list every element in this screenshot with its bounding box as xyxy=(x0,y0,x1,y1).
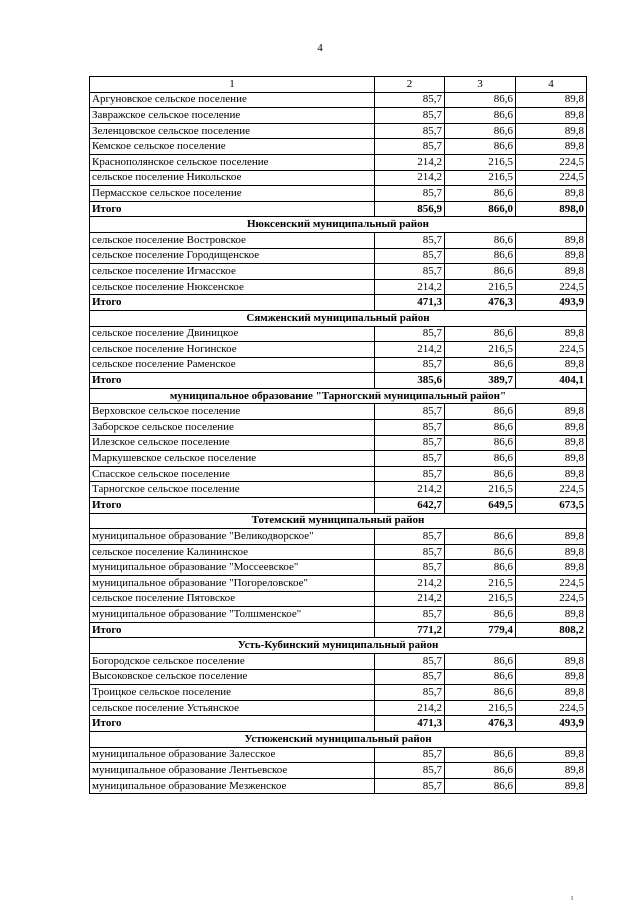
value-col2-cell: 85,7 xyxy=(375,186,445,202)
table-row xyxy=(90,123,587,139)
settlement-name-cell: сельское поселение Калининское xyxy=(90,544,375,560)
value-col2-cell: 85,7 xyxy=(375,747,445,763)
table-row xyxy=(90,248,587,264)
value-col3-cell: 216,5 xyxy=(445,576,516,592)
settlement-name-cell: Троицкое сельское поселение xyxy=(90,685,375,701)
value-col2-cell: 214,2 xyxy=(375,591,445,607)
value-col2-cell: 85,7 xyxy=(375,92,445,108)
value-col2-cell: 214,2 xyxy=(375,342,445,358)
value-col4-cell: 224,5 xyxy=(516,342,587,358)
value-col2-cell: 85,7 xyxy=(375,123,445,139)
value-col2-cell: 85,7 xyxy=(375,108,445,124)
table-row xyxy=(90,154,587,170)
table-row xyxy=(90,326,587,342)
settlement-name-cell: Аргуновское сельское поселение xyxy=(90,92,375,108)
settlement-name-cell: муниципальное образование Мезженское xyxy=(90,778,375,794)
settlement-name-cell: Краснополянское сельское поселение xyxy=(90,154,375,170)
value-col2-cell: 856,9 xyxy=(375,201,445,217)
settlement-name-cell: сельское поселение Нюксенское xyxy=(90,279,375,295)
settlement-name-cell: сельское поселение Раменское xyxy=(90,357,375,373)
value-col3-cell: 86,6 xyxy=(445,747,516,763)
value-col4-cell: 493,9 xyxy=(516,716,587,732)
table-row xyxy=(90,170,587,186)
value-col3-cell: 216,5 xyxy=(445,154,516,170)
table-row xyxy=(90,607,587,623)
value-col4-cell: 89,8 xyxy=(516,248,587,264)
value-col3-cell: 216,5 xyxy=(445,279,516,295)
value-col3-cell: 86,6 xyxy=(445,763,516,779)
table-row xyxy=(90,700,587,716)
settlement-name-cell: сельское поселение Городищенское xyxy=(90,248,375,264)
value-col3-cell: 476,3 xyxy=(445,716,516,732)
value-col2-cell: 85,7 xyxy=(375,404,445,420)
value-col3-cell: 86,6 xyxy=(445,357,516,373)
settlement-name-cell: сельское поселение Двиницкое xyxy=(90,326,375,342)
value-col4-cell: 89,8 xyxy=(516,186,587,202)
value-col3-cell: 86,6 xyxy=(445,404,516,420)
value-col2-cell: 85,7 xyxy=(375,248,445,264)
district-title: Сямженский муниципальный район xyxy=(90,310,587,326)
value-col4-cell: 89,8 xyxy=(516,685,587,701)
settlement-name-cell: Заборское сельское поселение xyxy=(90,420,375,436)
value-col3-cell: 649,5 xyxy=(445,498,516,514)
table-row xyxy=(90,357,587,373)
value-col3-cell: 86,6 xyxy=(445,123,516,139)
value-col2-cell: 85,7 xyxy=(375,669,445,685)
column-header: 1 xyxy=(90,77,375,93)
value-col2-cell: 85,7 xyxy=(375,763,445,779)
value-col2-cell: 85,7 xyxy=(375,435,445,451)
settlement-name-cell: муниципальное образование "Моссеевское" xyxy=(90,560,375,576)
value-col4-cell: 89,8 xyxy=(516,747,587,763)
value-col4-cell: 89,8 xyxy=(516,669,587,685)
value-col2-cell: 85,7 xyxy=(375,357,445,373)
value-col4-cell: 89,8 xyxy=(516,326,587,342)
value-col2-cell: 214,2 xyxy=(375,482,445,498)
value-col4-cell: 493,9 xyxy=(516,295,587,311)
value-col4-cell: 404,1 xyxy=(516,373,587,389)
value-col3-cell: 216,5 xyxy=(445,591,516,607)
value-col2-cell: 85,7 xyxy=(375,466,445,482)
value-col4-cell: 89,8 xyxy=(516,560,587,576)
total-label-cell: Итого xyxy=(90,295,375,311)
settlement-name-cell: сельское поселение Пятовское xyxy=(90,591,375,607)
settlement-name-cell: Завражское сельское поселение xyxy=(90,108,375,124)
value-col3-cell: 389,7 xyxy=(445,373,516,389)
value-col4-cell: 898,0 xyxy=(516,201,587,217)
value-col3-cell: 86,6 xyxy=(445,544,516,560)
value-col3-cell: 86,6 xyxy=(445,653,516,669)
value-col3-cell: 86,6 xyxy=(445,685,516,701)
column-header: 4 xyxy=(516,77,587,93)
value-col4-cell: 89,8 xyxy=(516,123,587,139)
value-col4-cell: 89,8 xyxy=(516,466,587,482)
table-row xyxy=(90,108,587,124)
value-col2-cell: 214,2 xyxy=(375,170,445,186)
value-col4-cell: 89,8 xyxy=(516,264,587,280)
value-col2-cell: 214,2 xyxy=(375,279,445,295)
table-row xyxy=(90,342,587,358)
value-col3-cell: 86,6 xyxy=(445,560,516,576)
value-col4-cell: 89,8 xyxy=(516,420,587,436)
settlement-name-cell: сельское поселение Ногинское xyxy=(90,342,375,358)
value-col4-cell: 89,8 xyxy=(516,435,587,451)
district-title: Нюксенский муниципальный район xyxy=(90,217,587,233)
table-row xyxy=(90,279,587,295)
value-col4-cell: 224,5 xyxy=(516,591,587,607)
value-col3-cell: 216,5 xyxy=(445,700,516,716)
settlement-name-cell: муниципальное образование Залесское xyxy=(90,747,375,763)
value-col2-cell: 642,7 xyxy=(375,498,445,514)
column-header: 3 xyxy=(445,77,516,93)
value-col4-cell: 89,8 xyxy=(516,653,587,669)
value-col2-cell: 85,7 xyxy=(375,326,445,342)
settlement-name-cell: муниципальное образование Лентьевское xyxy=(90,763,375,779)
value-col4-cell: 89,8 xyxy=(516,357,587,373)
value-col4-cell: 224,5 xyxy=(516,482,587,498)
value-col3-cell: 86,6 xyxy=(445,435,516,451)
value-col4-cell: 89,8 xyxy=(516,763,587,779)
table-row xyxy=(90,139,587,155)
table-row xyxy=(90,186,587,202)
table-row xyxy=(90,529,587,545)
value-col2-cell: 471,3 xyxy=(375,716,445,732)
value-col3-cell: 86,6 xyxy=(445,139,516,155)
table-row xyxy=(90,544,587,560)
value-col4-cell: 89,8 xyxy=(516,607,587,623)
value-col2-cell: 85,7 xyxy=(375,607,445,623)
table-row xyxy=(90,264,587,280)
settlement-name-cell: Тарногское сельское поселение xyxy=(90,482,375,498)
value-col4-cell: 673,5 xyxy=(516,498,587,514)
value-col2-cell: 214,2 xyxy=(375,576,445,592)
value-col4-cell: 89,8 xyxy=(516,92,587,108)
table-row xyxy=(90,404,587,420)
value-col3-cell: 86,6 xyxy=(445,466,516,482)
table-row xyxy=(90,420,587,436)
district-header-row xyxy=(90,638,587,654)
settlement-name-cell: Высоковское сельское поселение xyxy=(90,669,375,685)
value-col2-cell: 85,7 xyxy=(375,264,445,280)
value-col3-cell: 86,6 xyxy=(445,529,516,545)
value-col4-cell: 224,5 xyxy=(516,154,587,170)
table-row xyxy=(90,653,587,669)
value-col4-cell: 224,5 xyxy=(516,700,587,716)
value-col4-cell: 89,8 xyxy=(516,108,587,124)
district-header-row xyxy=(90,310,587,326)
table-row xyxy=(90,232,587,248)
district-title: муниципальное образование "Тарногский муниципальный район" xyxy=(90,388,587,404)
total-label-cell: Итого xyxy=(90,201,375,217)
settlement-name-cell: сельское поселение Никольское xyxy=(90,170,375,186)
value-col2-cell: 85,7 xyxy=(375,529,445,545)
value-col3-cell: 86,6 xyxy=(445,108,516,124)
settlement-name-cell: Пермасское сельское поселение xyxy=(90,186,375,202)
page-number: 4 xyxy=(317,42,323,54)
value-col4-cell: 89,8 xyxy=(516,778,587,794)
table-row xyxy=(90,747,587,763)
value-col2-cell: 85,7 xyxy=(375,778,445,794)
settlement-name-cell: Илезское сельское поселение xyxy=(90,435,375,451)
settlement-name-cell: сельское поселение Востровское xyxy=(90,232,375,248)
total-row xyxy=(90,498,587,514)
district-title: Усть-Кубинский муниципальный район xyxy=(90,638,587,654)
total-label-cell: Итого xyxy=(90,498,375,514)
value-col4-cell: 89,8 xyxy=(516,232,587,248)
settlement-name-cell: Маркушевское сельское поселение xyxy=(90,451,375,467)
value-col2-cell: 85,7 xyxy=(375,560,445,576)
value-col2-cell: 85,7 xyxy=(375,685,445,701)
total-row xyxy=(90,373,587,389)
table-body xyxy=(90,77,587,794)
value-col3-cell: 86,6 xyxy=(445,248,516,264)
value-col2-cell: 214,2 xyxy=(375,700,445,716)
value-col3-cell: 779,4 xyxy=(445,622,516,638)
value-col3-cell: 866,0 xyxy=(445,201,516,217)
district-header-row xyxy=(90,731,587,747)
total-label-cell: Итого xyxy=(90,622,375,638)
value-col2-cell: 85,7 xyxy=(375,653,445,669)
settlement-name-cell: сельское поселение Устьянское xyxy=(90,700,375,716)
value-col2-cell: 85,7 xyxy=(375,544,445,560)
value-col3-cell: 476,3 xyxy=(445,295,516,311)
settlement-name-cell: Богородское сельское поселение xyxy=(90,653,375,669)
value-col3-cell: 86,6 xyxy=(445,778,516,794)
settlement-name-cell: муниципальное образование "Великодворское" xyxy=(90,529,375,545)
district-header-row xyxy=(90,217,587,233)
value-col2-cell: 385,6 xyxy=(375,373,445,389)
value-col3-cell: 86,6 xyxy=(445,451,516,467)
value-col2-cell: 471,3 xyxy=(375,295,445,311)
settlement-name-cell: Зеленцовское сельское поселение xyxy=(90,123,375,139)
total-row xyxy=(90,622,587,638)
column-header: 2 xyxy=(375,77,445,93)
table-row xyxy=(90,451,587,467)
table-row xyxy=(90,763,587,779)
value-col3-cell: 86,6 xyxy=(445,186,516,202)
value-col3-cell: 86,6 xyxy=(445,264,516,280)
value-col2-cell: 85,7 xyxy=(375,232,445,248)
district-header-row xyxy=(90,513,587,529)
allocation-table xyxy=(89,76,587,794)
table-row xyxy=(90,591,587,607)
corner-mark: ı xyxy=(571,893,574,902)
value-col4-cell: 224,5 xyxy=(516,279,587,295)
value-col3-cell: 86,6 xyxy=(445,92,516,108)
value-col4-cell: 89,8 xyxy=(516,139,587,155)
value-col3-cell: 216,5 xyxy=(445,482,516,498)
value-col2-cell: 85,7 xyxy=(375,420,445,436)
value-col2-cell: 85,7 xyxy=(375,451,445,467)
settlement-name-cell: сельское поселение Игмасское xyxy=(90,264,375,280)
settlement-name-cell: Верховское сельское поселение xyxy=(90,404,375,420)
total-label-cell: Итого xyxy=(90,716,375,732)
table-row xyxy=(90,466,587,482)
total-row xyxy=(90,201,587,217)
district-title: Устюженский муниципальный район xyxy=(90,731,587,747)
value-col3-cell: 86,6 xyxy=(445,669,516,685)
total-row xyxy=(90,295,587,311)
value-col4-cell: 89,8 xyxy=(516,451,587,467)
table-row xyxy=(90,576,587,592)
value-col4-cell: 808,2 xyxy=(516,622,587,638)
value-col2-cell: 214,2 xyxy=(375,154,445,170)
settlement-name-cell: муниципальное образование "Толшменское" xyxy=(90,607,375,623)
value-col3-cell: 86,6 xyxy=(445,420,516,436)
table-row xyxy=(90,92,587,108)
value-col3-cell: 86,6 xyxy=(445,232,516,248)
value-col2-cell: 771,2 xyxy=(375,622,445,638)
value-col3-cell: 216,5 xyxy=(445,170,516,186)
total-row xyxy=(90,716,587,732)
table-row xyxy=(90,560,587,576)
total-label-cell: Итого xyxy=(90,373,375,389)
value-col4-cell: 89,8 xyxy=(516,544,587,560)
value-col4-cell: 89,8 xyxy=(516,404,587,420)
settlement-name-cell: муниципальное образование "Погореловское" xyxy=(90,576,375,592)
table-row xyxy=(90,778,587,794)
value-col3-cell: 86,6 xyxy=(445,326,516,342)
value-col2-cell: 85,7 xyxy=(375,139,445,155)
value-col4-cell: 224,5 xyxy=(516,576,587,592)
value-col3-cell: 216,5 xyxy=(445,342,516,358)
table-row xyxy=(90,435,587,451)
settlement-name-cell: Кемское сельское поселение xyxy=(90,139,375,155)
value-col4-cell: 89,8 xyxy=(516,529,587,545)
table-header-row xyxy=(90,77,587,93)
value-col4-cell: 224,5 xyxy=(516,170,587,186)
value-col3-cell: 86,6 xyxy=(445,607,516,623)
table-row xyxy=(90,685,587,701)
district-header-row xyxy=(90,388,587,404)
table-row xyxy=(90,482,587,498)
settlement-name-cell: Спасское сельское поселение xyxy=(90,466,375,482)
table-row xyxy=(90,669,587,685)
district-title: Тотемский муниципальный район xyxy=(90,513,587,529)
